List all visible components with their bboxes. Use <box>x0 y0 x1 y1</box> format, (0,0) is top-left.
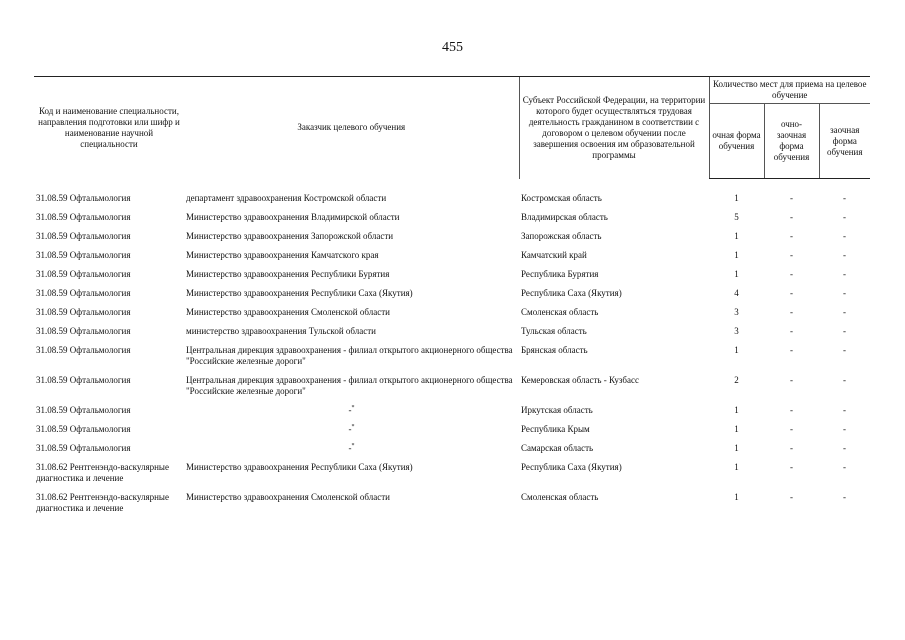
table-header <box>34 77 870 179</box>
cell-part-time: - <box>790 193 793 203</box>
cell-extramural: - <box>843 492 846 502</box>
cell-full-time: 1 <box>734 492 739 502</box>
customer-dash: - <box>348 443 352 453</box>
cell-part-time: - <box>790 231 793 241</box>
cell-extramural: - <box>843 375 846 385</box>
cell-extramural: - <box>843 288 846 298</box>
cell-code: 31.08.59 Офтальмология <box>36 307 131 317</box>
cell-code: 31.08.59 Офтальмология <box>36 269 131 279</box>
cell-code: 31.08.59 Офтальмология <box>36 443 131 453</box>
cell-part-time: - <box>790 462 793 472</box>
table-row <box>34 402 870 421</box>
cell-full-time: 5 <box>734 212 739 222</box>
cell-part-time: - <box>790 345 793 355</box>
cell-part-time: - <box>790 405 793 415</box>
cell-subject: Республика Крым <box>521 424 590 434</box>
cell-subject: Иркутская область <box>521 405 593 415</box>
header-subject: Субъект Российской Федерации, на территории которого будет осуществляться трудовая деятельность гражданином в соответствии с договором о целевом обучении после завершения освоения им образовательной программы <box>519 77 709 179</box>
cell-subject: Брянская область <box>521 345 588 355</box>
cell-code: 31.08.59 Офтальмология <box>36 192 131 203</box>
table-row <box>34 266 870 285</box>
cell-customer: Министерство здравоохранения Смоленской области <box>186 307 390 317</box>
cell-part-time: - <box>790 492 793 502</box>
header-extramural: заочная форма обучения <box>819 104 870 179</box>
cell-customer: департамент здравоохранения Костромской области <box>186 192 387 203</box>
table-row <box>34 440 870 459</box>
table-row <box>34 372 870 402</box>
cell-customer: Министерство здравоохранения Смоленской области <box>186 492 390 502</box>
cell-customer <box>184 440 519 459</box>
header-places: Количество мест для приема на целевое обучение <box>709 77 870 104</box>
cell-customer: Министерство здравоохранения Республики Бурятия <box>186 269 390 279</box>
table-row <box>34 489 870 519</box>
cell-part-time: - <box>790 307 793 317</box>
cell-full-time: 1 <box>734 250 739 260</box>
cell-full-time: 3 <box>734 326 739 336</box>
cell-customer <box>184 402 519 421</box>
cell-subject: Смоленская область <box>521 492 599 502</box>
cell-full-time: 1 <box>734 443 739 453</box>
cell-part-time: - <box>790 269 793 279</box>
cell-part-time: - <box>790 288 793 298</box>
cell-full-time: 1 <box>734 231 739 241</box>
cell-customer: Министерство здравоохранения Камчатского края <box>186 250 379 260</box>
cell-customer: Министерство здравоохранения Запорожской области <box>186 231 394 241</box>
cell-code: 31.08.59 Офтальмология <box>36 250 131 260</box>
cell-full-time: 1 <box>734 345 739 355</box>
cell-part-time: - <box>790 375 793 385</box>
cell-extramural: - <box>843 250 846 260</box>
cell-full-time: 4 <box>734 288 739 298</box>
table-row <box>34 285 870 304</box>
table-row <box>34 179 870 210</box>
cell-code: 31.08.59 Офтальмология <box>36 326 131 336</box>
cell-extramural: - <box>843 345 846 355</box>
cell-full-time: 1 <box>734 193 739 203</box>
cell-subject: Тульская область <box>521 326 587 336</box>
cell-customer: Центральная дирекция здравоохранения - филиал открытого акционерного общества "Российские железные дороги" <box>186 345 513 366</box>
cell-extramural: - <box>843 326 846 336</box>
cell-code: 31.08.59 Офтальмология <box>36 375 131 385</box>
cell-subject: Камчатский край <box>521 250 587 260</box>
header-part-time: очно-заочная форма обучения <box>764 104 819 179</box>
cell-extramural: - <box>843 307 846 317</box>
cell-customer: Центральная дирекция здравоохранения - филиал открытого акционерного общества "Российские железные дороги" <box>186 375 513 396</box>
customer-dash: - <box>348 405 352 415</box>
cell-extramural: - <box>843 405 846 415</box>
cell-part-time: - <box>790 326 793 336</box>
cell-subject: Костромская область <box>521 192 602 203</box>
cell-part-time: - <box>790 250 793 260</box>
table-row <box>34 342 870 372</box>
table-row <box>34 421 870 440</box>
cell-full-time: 1 <box>734 424 739 434</box>
cell-customer: Министерство здравоохранения Республики Саха (Якутия) <box>186 288 413 298</box>
header-full-time: очная форма обучения <box>709 104 764 179</box>
table-row <box>34 323 870 342</box>
cell-subject: Республика Саха (Якутия) <box>521 462 622 472</box>
cell-subject: Смоленская область <box>521 307 599 317</box>
cell-full-time: 1 <box>734 462 739 472</box>
cell-subject: Республика Саха (Якутия) <box>521 288 622 298</box>
footnote-mark: * <box>351 424 355 430</box>
header-customer: Заказчик целевого обучения <box>184 77 519 179</box>
cell-code: 31.08.59 Офтальмология <box>36 345 131 355</box>
cell-full-time: 1 <box>734 269 739 279</box>
cell-subject: Самарская область <box>521 443 594 453</box>
cell-customer <box>184 421 519 440</box>
table-body <box>34 179 870 520</box>
cell-subject: Республика Бурятия <box>521 269 599 279</box>
cell-subject: Владимирская область <box>521 212 608 222</box>
cell-full-time: 2 <box>734 375 739 385</box>
cell-extramural: - <box>843 269 846 279</box>
cell-code: 31.08.59 Офтальмология <box>36 212 131 222</box>
cell-customer: Министерство здравоохранения Владимирской области <box>186 212 400 222</box>
cell-code: 31.08.62 Рентгенэндо-васкулярные диагностика и лечение <box>36 492 169 513</box>
cell-subject: Запорожская область <box>521 231 602 241</box>
cell-extramural: - <box>843 212 846 222</box>
cell-extramural: - <box>843 424 846 434</box>
table-row <box>34 459 870 489</box>
cell-full-time: 1 <box>734 405 739 415</box>
page-number: 455 <box>442 40 463 55</box>
table-row <box>34 228 870 247</box>
cell-code: 31.08.59 Офтальмология <box>36 288 131 298</box>
cell-full-time: 3 <box>734 307 739 317</box>
cell-code: 31.08.62 Рентгенэндо-васкулярные диагностика и лечение <box>36 462 169 483</box>
table-row <box>34 304 870 323</box>
cell-extramural: - <box>843 443 846 453</box>
cell-code: 31.08.59 Офтальмология <box>36 405 131 415</box>
cell-code: 31.08.59 Офтальмология <box>36 424 131 434</box>
cell-part-time: - <box>790 424 793 434</box>
cell-extramural: - <box>843 193 846 203</box>
table-row <box>34 247 870 266</box>
table-row <box>34 209 870 228</box>
cell-customer: Министерство здравоохранения Республики Саха (Якутия) <box>186 462 413 472</box>
cell-extramural: - <box>843 231 846 241</box>
cell-code: 31.08.59 Офтальмология <box>36 231 131 241</box>
header-code: Код и наименование специальности, направления подготовки или шифр и наименование научной специальности <box>34 77 184 179</box>
target-admission-table <box>34 76 870 519</box>
cell-part-time: - <box>790 212 793 222</box>
cell-extramural: - <box>843 462 846 472</box>
cell-subject: Кемеровская область - Кузбасс <box>521 375 639 385</box>
customer-dash: - <box>348 424 352 434</box>
footnote-mark: * <box>351 405 355 411</box>
cell-customer: министерство здравоохранения Тульской области <box>186 326 377 336</box>
footnote-mark: * <box>351 443 355 449</box>
cell-part-time: - <box>790 443 793 453</box>
